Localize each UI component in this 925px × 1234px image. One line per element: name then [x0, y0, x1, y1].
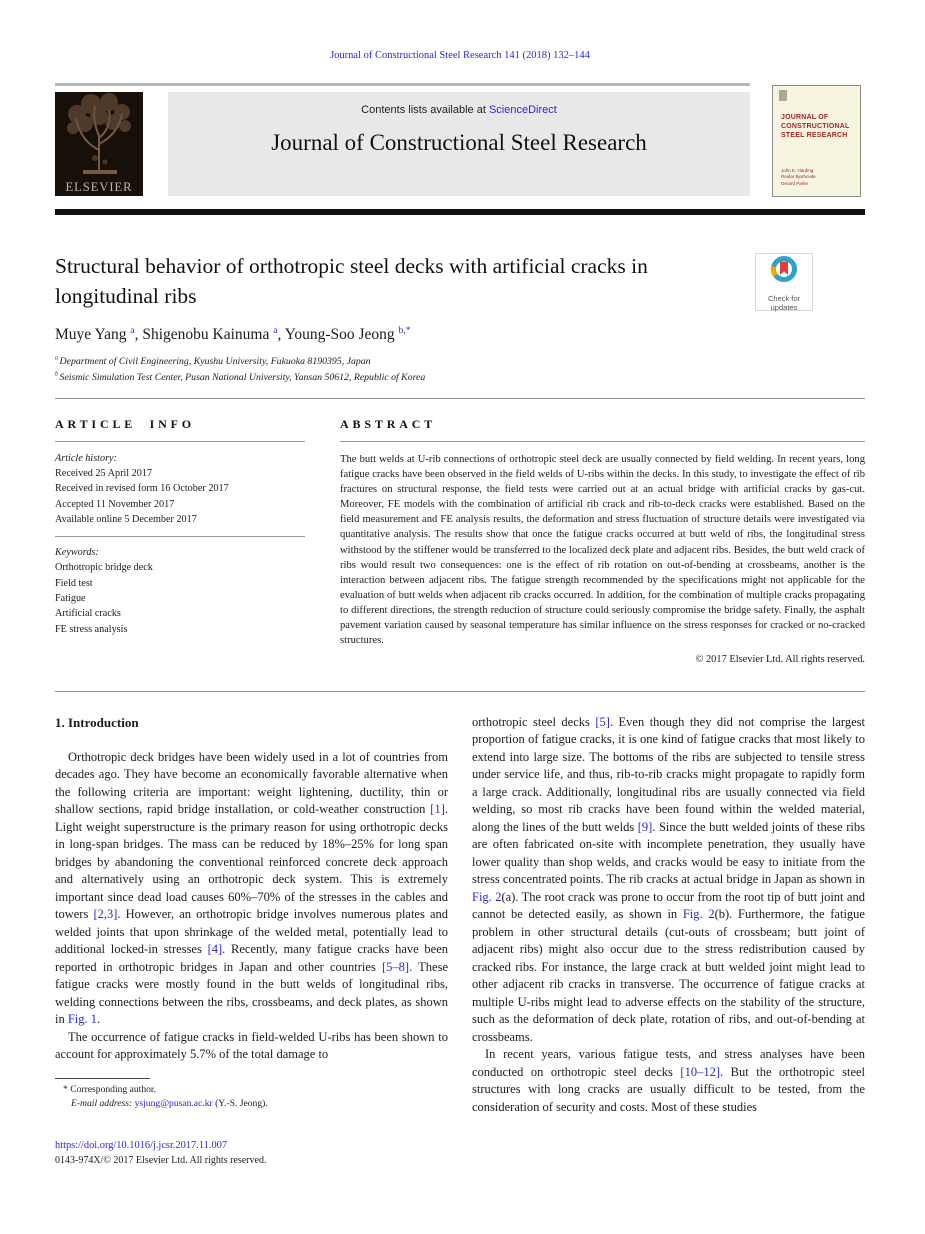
history-entry: Available online 5 December 2017	[55, 513, 197, 525]
text-segment: . Even though they did not comprise the largest proportion of fatigue cracks, it is one kind of fatigue cracks that most likely to extend into large size. The bottoms of the ribs are subjected to tensile stress under service life, and thus, rib-to-rib cracks might propagate to rapidly form a large crack. Additionally, longitudinal ribs are usually connected via field welding, so most rib cracks have been found within the welded material, along the lines of the butt welds	[472, 714, 865, 834]
inline-link[interactable]: a	[130, 325, 135, 337]
abstract-copyright: © 2017 Elsevier Ltd. All rights reserved.	[695, 653, 865, 665]
corresponding-author-footnote	[55, 1078, 448, 1112]
elsevier-wordmark: ELSEVIER	[65, 180, 133, 194]
issn-copyright-line: 0143-974X/© 2017 Elsevier Ltd. All rights reserved.	[55, 1155, 267, 1167]
text-segment: Department of Civil Engineering, Kyushu University, Fukuoka 8190395, Japan	[59, 356, 371, 368]
text-segment: . But the orthotropic steel structures with long cracks are usually difficult to be tested, from the consideration of security and costs. Most of these studies	[472, 1064, 866, 1114]
text-segment: orthotropic steel decks	[472, 714, 596, 729]
journal-header	[55, 83, 865, 201]
article-info-column	[55, 417, 305, 665]
text-segment: . Recently, many fatigue cracks have been reported in orthotropic bridges in Japan and other countries	[55, 942, 448, 974]
doi-link[interactable]: https://doi.org/10.1016/j.jcsr.2017.11.007	[55, 1139, 228, 1151]
text-segment: . These fatigue cracks were mostly found in the butt welds of longitudinal ribs, welding connections between the ribs, crossbeams, and deck plates, as shown in	[55, 959, 448, 1027]
keywords-list	[55, 560, 305, 636]
keyword-entry: Field test	[55, 577, 93, 589]
affiliation-a	[55, 354, 865, 369]
history-entry: Received 25 April 2017	[55, 467, 153, 479]
body-columns	[55, 714, 865, 1112]
cover-logo	[779, 90, 787, 101]
abstract-heading: ABSTRACT	[340, 417, 865, 442]
badge-label-line2: updates	[770, 303, 798, 313]
inline-link[interactable]: a	[273, 325, 278, 337]
inline-link[interactable]: b,*	[398, 325, 411, 337]
article-history-label: Article history:	[55, 452, 117, 464]
header-banner	[168, 92, 750, 196]
elsevier-tree-icon	[55, 92, 143, 184]
text-segment: Contents lists available at	[361, 104, 489, 116]
page-title: Structural behavior of orthotropic steel decks with artificial cracks in longitudinal ribs	[55, 254, 648, 309]
cover-title-line: CONSTRUCTIONAL	[781, 122, 850, 130]
intro-paragraph-3	[472, 1046, 865, 1116]
cover-editor-name: John E. Harding	[781, 168, 814, 173]
text-segment: , Shigenobu Kainuma	[134, 326, 274, 344]
inline-link[interactable]: ScienceDirect	[488, 104, 557, 116]
divider-above-info	[55, 398, 865, 399]
keyword-entry: FE stress analysis	[55, 623, 128, 635]
text-segment: (Y.-S. Jeong).	[212, 1098, 268, 1110]
article-info-heading: ARTICLE INFO	[55, 417, 305, 442]
inline-link[interactable]: [4]	[207, 942, 223, 957]
abstract-column	[340, 417, 865, 665]
check-updates-label	[756, 294, 812, 313]
inline-link[interactable]: [5–8]	[382, 959, 410, 974]
corresponding-author-line: * Corresponding author.	[63, 1083, 156, 1095]
text-segment: , Young-Soo Jeong	[277, 326, 399, 344]
text-segment: . Light weight superstructure is the primary reason for using orthotropic decks in long-span bridges. The mass can be reduced by 18%–25% for long span bridges by abandoning the conventional reinforced concrete deck approach and alternatively using an orthotropic deck system. This is extremely important since dead load causes 60%–70% of the stresses in the cables and towers	[55, 802, 448, 922]
inline-link[interactable]: [10–12]	[680, 1064, 720, 1079]
inline-link[interactable]: ysjung@pusan.ac.kr	[134, 1098, 213, 1110]
text-segment: E-mail address:	[71, 1098, 135, 1110]
cover-title-line: STEEL RESEARCH	[781, 131, 848, 139]
text-segment: (b). Furthermore, the fatigue problem in other structural details (cut-outs of crossbeam; butt joint of adjacent ribs) might also occur due to the stress redistribution caused by cracked ribs. For instance, the large crack at butt welded joint might lead to other adjacent rib cracks in transverse. The occurrence of fatigue cracks at multiple U-ribs might lead to adverse effects on the stability of the structure, such as the deformation of deck plate, rotation of ribs, and out-of-bending at crossbeams.	[472, 907, 865, 1044]
elsevier-logo	[55, 92, 143, 196]
check-updates-icon	[766, 254, 802, 288]
history-entry: Received in revised form 16 October 2017	[55, 483, 229, 495]
header-divider-bar	[55, 209, 865, 215]
inline-link[interactable]: [1]	[430, 802, 445, 817]
contents-lists-line	[168, 104, 750, 116]
inline-link[interactable]: Fig. 1	[67, 1012, 98, 1027]
text-segment: (a). The root crack was prone to occur from the root tip of butt joint and cannot be detected easily, as shown in	[472, 889, 865, 922]
text-segment: . Since the butt welded joints of these ribs are often fabricated on-site with incomplete penetration, they usually have lower quality than shop welds, and cracks would be easy to initiate from the stress concentrated points. The rib cracks at actual bridge in Japan as shown in	[472, 819, 865, 887]
abstract-text: The butt welds at U-rib connections of orthotropic steel deck are usually connected by field welding. In recent years, long fatigue cracks have been observed in the field welds of U-ribs within the decks. In this study, to investigate the effect of rib fractures on structural response, the field tests were carried out at an actual bridge with artificial cracks by gas-cut. Moreover, FE models with the combination of artificial rib crack and rib-to-deck cracks were established. Based on the field measurement and FE analysis results, the deformation and stress fluctuation of structure details were investigated via quantitative analysis. The results show that once the fatigue cracks occurred at butt weld of ribs, the longitudinal stress withstood by the stiffener would be transferred to the localized deck plate and adjacent ribs. Besides, the butt weld crack of ribs would result two consequences: one is the effect of rib rotation on out-of-bending at crossbeams, another is the interaction between adjacent ribs. The fatigue strength recommended by the specifications might not applicable for the evaluation of butt welds when adjacent rib cracks occurred. In addition, for the combination of multiple cracks propagating to different directions, the strength reduction of structure could seriously compromise the bridge safety. Finally, the asphalt pavement variation caused by seasonal temperature has similar influence on the stress responses for cracked or no-cracked structures.	[340, 453, 865, 647]
inline-link[interactable]: [9]	[637, 819, 653, 834]
keyword-entry: Artificial cracks	[55, 608, 121, 620]
text-segment: Seismic Simulation Test Center, Pusan National University, Yansan 50612, Republic of Korea	[59, 371, 426, 383]
inline-link[interactable]: Fig. 2	[472, 889, 502, 904]
author-line	[55, 325, 865, 344]
cover-title-line: JOURNAL OF	[781, 114, 829, 121]
affiliation-b	[55, 370, 865, 385]
journal-title: Journal of Constructional Steel Research	[271, 130, 647, 155]
inline-link[interactable]: Fig. 2	[682, 907, 715, 922]
cover-editor-name: Reidar Bjorhovde	[781, 174, 816, 180]
section-heading-introduction: 1. Introduction	[55, 714, 139, 730]
info-abstract-section	[55, 417, 865, 665]
journal-cover-thumbnail[interactable]	[772, 85, 861, 197]
header-top-rule	[55, 83, 750, 86]
text-segment: a	[55, 356, 60, 363]
body-right-column	[472, 714, 865, 1112]
badge-label-line1: Check for	[767, 294, 801, 303]
intro-paragraph-2: The occurrence of fatigue cracks in field-welded U-ribs has been shown to account for approximately 5.7% of the total damage to	[55, 1029, 448, 1062]
email-line	[55, 1097, 448, 1111]
intro-paragraph-1	[55, 749, 448, 1029]
cover-editors	[781, 168, 816, 187]
journal-citation: Journal of Constructional Steel Research 141 (2018) 132–144	[330, 50, 590, 61]
intro-paragraph-1-continued	[472, 714, 865, 1047]
article-history	[55, 451, 305, 637]
text-segment: . However, an orthotropic bridge involves numerous plates and welded joints that upon shrinkage of the welded metal, potentially lead to additional locked-in stresses	[55, 907, 449, 957]
check-for-updates-badge[interactable]	[755, 253, 813, 311]
cover-title	[781, 114, 850, 140]
text-segment: In recent years, various fatigue tests, and stress analyses have been conducted on orthotropic steel decks	[472, 1047, 865, 1079]
footnote-rule	[55, 1078, 150, 1079]
keyword-entry: Fatigue	[55, 593, 86, 605]
keywords-label: Keywords:	[55, 547, 99, 559]
text-segment: Orthotropic deck bridges have been widely used in a lot of countries from decades ago. They have become an economically favorable alternative when the following criteria are important: weight lightening, ductility, thin or shallow sections, rapid bridge installation, or cold-weather construction	[55, 749, 448, 817]
text-segment: Muye Yang	[55, 326, 131, 344]
text-segment: b	[55, 371, 60, 378]
divider-below-abstract	[55, 691, 865, 692]
info-divider	[55, 536, 305, 537]
history-entry: Accepted 11 November 2017	[55, 498, 175, 510]
affiliations	[55, 354, 865, 384]
cover-editor-name: Gerard Parke	[781, 180, 809, 186]
title-block	[55, 251, 865, 385]
keyword-entry: Orthotropic bridge deck	[55, 562, 153, 574]
text-segment: .	[97, 1012, 101, 1027]
page-footer	[55, 1138, 865, 1169]
inline-link[interactable]: [5]	[595, 714, 610, 729]
inline-link[interactable]: [2,3]	[93, 907, 118, 922]
article-history-list	[55, 466, 305, 527]
body-left-column	[55, 714, 448, 1112]
